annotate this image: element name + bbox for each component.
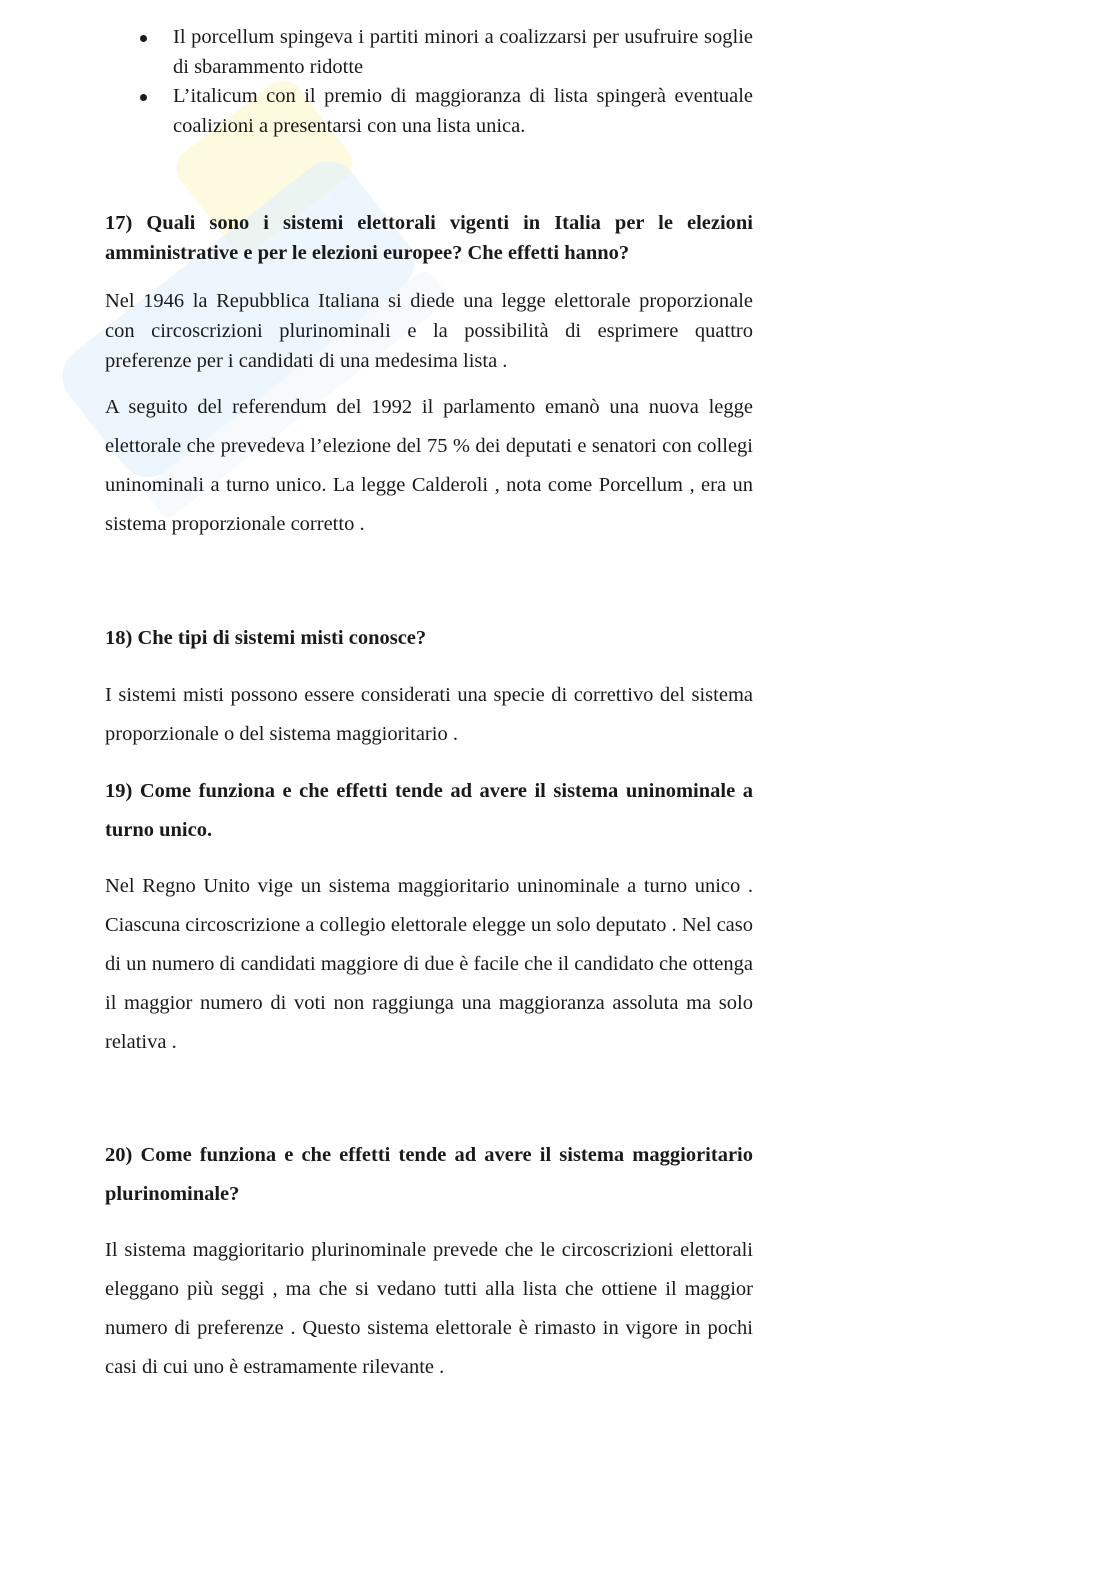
question-20-paragraph: Il sistema maggioritario plurinominale prevede che le circoscrizioni elettorali eleggano più seggi , ma che si vedano tutti alla lista che ottiene il maggior numero di preferenze . Questo sistema elettorale è rimasto in vigore in pochi casi di cui uno è estramamente rilevante . [105,1239,753,1378]
question-19-paragraph: Nel Regno Unito vige un sistema maggioritario uninominale a turno unico . Ciascuna circoscrizione a collegio elettorale elegge un solo deputato . Nel caso di un numero di candidati maggiore di due è facile che il candidato che ottenga il maggior numero di voti non raggiunga una maggioranza assoluta ma solo relativa . [105,875,753,1053]
list-item: L’italicum con il premio di maggioranza di lista spingerà eventuale coalizioni a presentarsi con una lista unica. [140,82,753,141]
question-20-heading: 20) Come funziona e che effetti tende ad avere il sistema maggioritario plurinominale? [105,1144,753,1205]
question-19-heading: 19) Come funziona e che effetti tende ad avere il sistema uninominale a turno unico. [105,780,753,841]
list-item: Il porcellum spingeva i partiti minori a coalizzarsi per usufruire soglie di sbarammento ridotte [140,23,753,82]
bullet-list [140,23,753,141]
question-18-paragraph: I sistemi misti possono essere considerati una specie di correttivo del sistema proporzionale o del sistema maggioritario . [105,684,753,745]
question-17-paragraph-1: Nel 1946 la Repubblica Italiana si diede una legge elettorale proporzionale con circoscrizioni plurinominali e la possibilità di esprimere quattro preferenze per i candidati di una medesima lista . [105,290,753,372]
question-17-paragraph-2: A seguito del referendum del 1992 il parlamento emanò una nuova legge elettorale che prevedeva l’elezione del 75 % dei deputati e senatori con collegi uninominali a turno unico. La legge Calderoli , nota come Porcellum , era un sistema proporzionale corretto . [105,396,753,535]
question-17-heading: 17) Quali sono i sistemi elettorali vigenti in Italia per le elezioni amministrative e per le elezioni europee? Che effetti hanno? [105,212,753,264]
bullet-dot-icon [140,35,147,42]
bullet-dot-icon [140,94,147,101]
question-18-heading: 18) Che tipi di sistemi misti conosce? [105,627,427,649]
